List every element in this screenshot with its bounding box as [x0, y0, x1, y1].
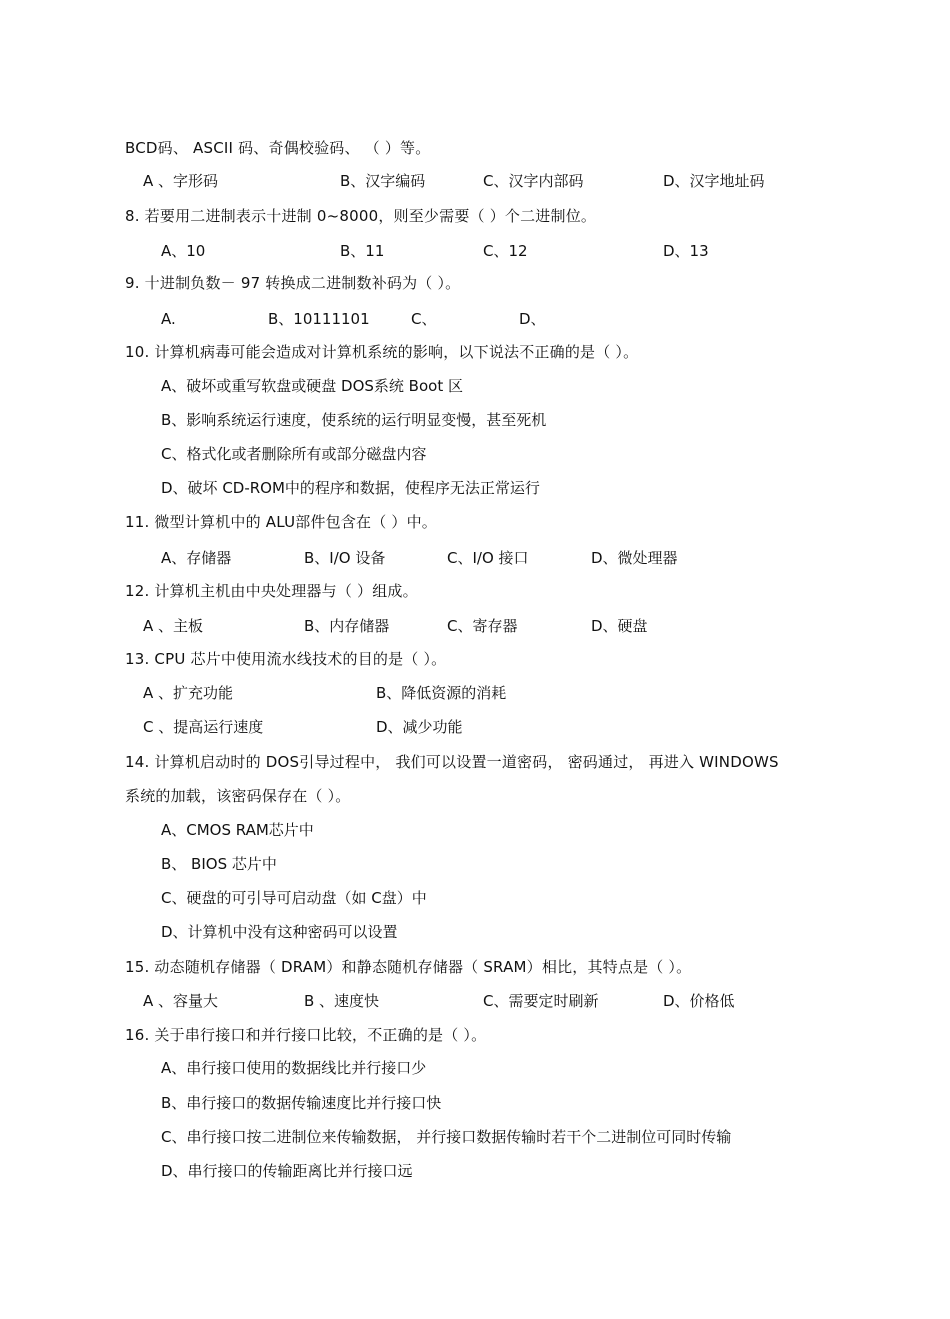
question-11-stem: 11. 微型计算机中的 ALU部件包含在（ ）中。 [125, 513, 438, 531]
question-12-option-d: D、硬盘 [591, 617, 648, 635]
question-14-stem-continued: 系统的加载，该密码保存在（ ）。 [125, 787, 351, 805]
question-13-option-a: A 、扩充功能 [143, 684, 234, 702]
question-9-stem: 9. 十进制负数－ 97 转换成二进制数补码为（ ）。 [125, 274, 461, 292]
question-8-option-c: C、12 [483, 242, 528, 260]
question-8-option-d: D、13 [663, 242, 709, 260]
question-8-option-b: B、11 [340, 242, 385, 260]
question-16-option-b: B、串行接口的数据传输速度比并行接口快 [161, 1094, 442, 1112]
question-15-option-a: A 、容量大 [143, 992, 219, 1010]
question-11-option-b: B、I/O 设备 [304, 549, 386, 567]
question-11-option-c: C、I/O 接口 [447, 549, 529, 567]
question-9-option-b: B、10111101 [268, 310, 370, 328]
question-10-option-a: A、破坏或重写软盘或硬盘 DOS系统 Boot 区 [161, 377, 463, 395]
question-14-option-c: C、硬盘的可引导可启动盘（如 C盘）中 [161, 889, 427, 907]
question-stem-continuation: BCD码、 ASCII 码、奇偶校验码、 （ ）等。 [125, 139, 431, 157]
question-16-stem: 16. 关于串行接口和并行接口比较，不正确的是（ ）。 [125, 1026, 487, 1044]
question-12-option-a: A 、主板 [143, 617, 204, 635]
question-8-option-a: A、10 [161, 242, 206, 260]
question-15-stem: 15. 动态随机存储器（ DRAM）和静态随机存储器（ SRAM）相比，其特点是（ ）。 [125, 958, 692, 976]
question-9-option-c: C、 [411, 310, 437, 328]
question-14-stem: 14. 计算机启动时的 DOS引导过程中， 我们可以设置一道密码， 密码通过， 再进入 WINDOWS [125, 753, 779, 771]
question-10-option-b: B、影响系统运行速度，使系统的运行明显变慢，甚至死机 [161, 411, 547, 429]
question-10-option-d: D、破坏 CD-ROM中的程序和数据，使程序无法正常运行 [161, 479, 540, 497]
option-d: D、汉字地址码 [663, 172, 765, 190]
question-11-option-a: A、存储器 [161, 549, 232, 567]
question-14-option-a: A、CMOS RAM芯片中 [161, 821, 314, 839]
question-12-stem: 12. 计算机主机由中央处理器与（ ）组成。 [125, 582, 418, 600]
question-16-option-a: A、串行接口使用的数据线比并行接口少 [161, 1059, 427, 1077]
option-a: A 、字形码 [143, 172, 219, 190]
question-15-option-d: D、价格低 [663, 992, 735, 1010]
question-14-option-d: D、计算机中没有这种密码可以设置 [161, 923, 398, 941]
question-16-option-c: C、串行接口按二进制位来传输数据， 并行接口数据传输时若干个二进制位可同时传输 [161, 1128, 732, 1146]
question-11-option-d: D、微处理器 [591, 549, 678, 567]
question-16-option-d: D、串行接口的传输距离比并行接口远 [161, 1162, 413, 1180]
question-12-option-b: B、内存储器 [304, 617, 390, 635]
question-8-stem: 8. 若要用二进制表示十进制 0~8000，则至少需要（ ）个二进制位。 [125, 207, 597, 225]
option-b: B、汉字编码 [340, 172, 426, 190]
question-12-option-c: C、寄存器 [447, 617, 518, 635]
option-c: C、汉字内部码 [483, 172, 584, 190]
question-15-option-b: B 、速度快 [304, 992, 380, 1010]
question-9-option-d: D、 [519, 310, 546, 328]
question-9-option-a: A. [161, 310, 176, 328]
question-10-stem: 10. 计算机病毒可能会造成对计算机系统的影响，以下说法不正确的是（ ）。 [125, 343, 639, 361]
question-13-option-c: C 、提高运行速度 [143, 718, 264, 736]
question-13-option-b: B、降低资源的消耗 [376, 684, 507, 702]
question-10-option-c: C、格式化或者删除所有或部分磁盘内容 [161, 445, 427, 463]
question-13-option-d: D、减少功能 [376, 718, 463, 736]
question-14-option-b: B、 BIOS 芯片中 [161, 855, 277, 873]
question-15-option-c: C、需要定时刷新 [483, 992, 599, 1010]
question-13-stem: 13. CPU 芯片中使用流水线技术的目的是（ ）。 [125, 650, 447, 668]
